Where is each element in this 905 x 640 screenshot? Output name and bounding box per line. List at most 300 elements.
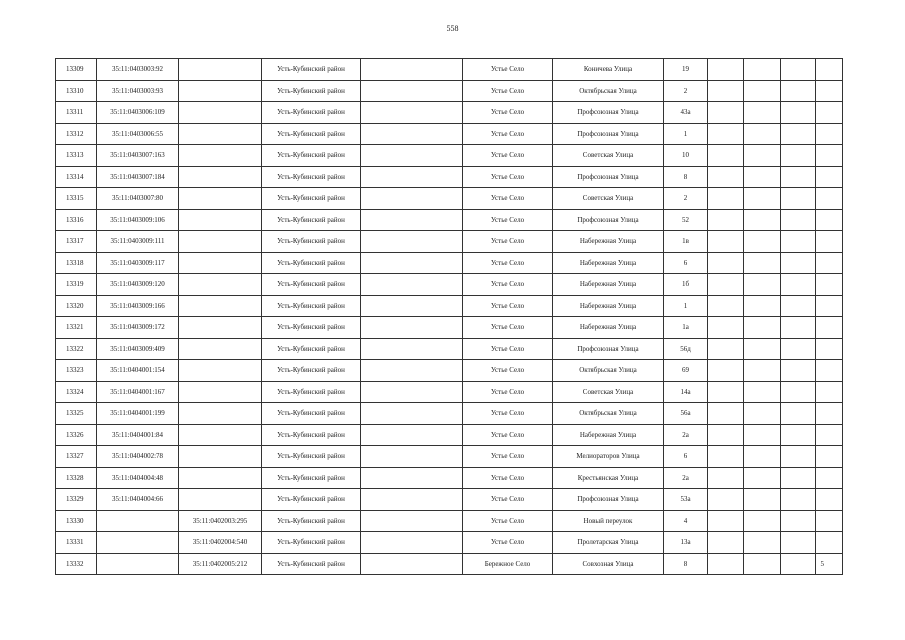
cadastral-number-2-cell (179, 295, 262, 317)
settlement-cell: Устье Село (463, 274, 553, 296)
extra-cell-3 (781, 360, 816, 382)
extra-cell-2 (744, 80, 781, 102)
extra-cell-4 (816, 510, 843, 532)
blank-cell (361, 338, 463, 360)
cadastral-number-cell: 35:11:0404001:167 (97, 381, 179, 403)
extra-cell-2 (744, 274, 781, 296)
extra-cell-2 (744, 59, 781, 81)
house-number-cell: 6 (664, 446, 708, 468)
extra-cell-3 (781, 338, 816, 360)
district-cell: Усть-Кубинский район (262, 532, 361, 554)
house-number-cell: 56а (664, 403, 708, 425)
extra-cell-3 (781, 59, 816, 81)
extra-cell-2 (744, 317, 781, 339)
table-row (56, 295, 843, 317)
cadastral-number-2-cell (179, 338, 262, 360)
cadastral-number-cell: 35:11:0403009:166 (97, 295, 179, 317)
blank-cell (361, 209, 463, 231)
house-number-cell: 2а (664, 424, 708, 446)
settlement-cell: Устье Село (463, 360, 553, 382)
cadastral-number-2-cell (179, 360, 262, 382)
house-number-cell: 8 (664, 553, 708, 575)
row-number-cell: 13329 (56, 489, 97, 511)
cadastral-number-cell: 35:11:0403009:120 (97, 274, 179, 296)
blank-cell (361, 231, 463, 253)
cadastral-number-2-cell (179, 274, 262, 296)
extra-cell-1 (708, 231, 744, 253)
extra-cell-1 (708, 403, 744, 425)
extra-cell-1 (708, 59, 744, 81)
settlement-cell: Устье Село (463, 446, 553, 468)
cadastral-number-2-cell: 35:11:0402005:212 (179, 553, 262, 575)
street-cell: Профсоюзная Улица (553, 123, 664, 145)
extra-cell-2 (744, 489, 781, 511)
extra-cell-3 (781, 209, 816, 231)
settlement-cell: Бережное Село (463, 553, 553, 575)
extra-cell-2 (744, 295, 781, 317)
cadastral-number-2-cell (179, 424, 262, 446)
house-number-cell: 1 (664, 295, 708, 317)
cadastral-number-cell: 35:11:0403007:163 (97, 145, 179, 167)
row-number-cell: 13321 (56, 317, 97, 339)
table-row (56, 467, 843, 489)
row-number-cell: 13322 (56, 338, 97, 360)
extra-cell-3 (781, 231, 816, 253)
district-cell: Усть-Кубинский район (262, 274, 361, 296)
settlement-cell: Устье Село (463, 489, 553, 511)
district-cell: Усть-Кубинский район (262, 102, 361, 124)
cadastral-number-cell: 35:11:0404002:78 (97, 446, 179, 468)
cadastral-number-2-cell (179, 231, 262, 253)
blank-cell (361, 317, 463, 339)
cadastral-number-2-cell (179, 209, 262, 231)
district-cell: Усть-Кубинский район (262, 381, 361, 403)
extra-cell-1 (708, 80, 744, 102)
row-number-cell: 13316 (56, 209, 97, 231)
extra-cell-2 (744, 166, 781, 188)
cadastral-number-cell: 35:11:0403007:184 (97, 166, 179, 188)
settlement-cell: Устье Село (463, 317, 553, 339)
district-cell: Усть-Кубинский район (262, 446, 361, 468)
extra-cell-3 (781, 424, 816, 446)
settlement-cell: Устье Село (463, 145, 553, 167)
extra-cell-3 (781, 145, 816, 167)
extra-cell-2 (744, 446, 781, 468)
extra-cell-1 (708, 188, 744, 210)
table-row (56, 80, 843, 102)
cadastral-number-cell: 35:11:0404001:84 (97, 424, 179, 446)
extra-cell-1 (708, 338, 744, 360)
district-cell: Усть-Кубинский район (262, 360, 361, 382)
extra-cell-2 (744, 209, 781, 231)
table-row (56, 145, 843, 167)
district-cell: Усть-Кубинский район (262, 123, 361, 145)
blank-cell (361, 467, 463, 489)
extra-cell-2 (744, 188, 781, 210)
extra-cell-4 (816, 80, 843, 102)
row-number-cell: 13313 (56, 145, 97, 167)
cadastral-number-cell: 35:11:0403009:409 (97, 338, 179, 360)
house-number-cell: 69 (664, 360, 708, 382)
house-number-cell: 53а (664, 489, 708, 511)
settlement-cell: Устье Село (463, 209, 553, 231)
cadastral-number-cell: 35:11:0403003:92 (97, 59, 179, 81)
house-number-cell: 10 (664, 145, 708, 167)
row-number-cell: 13317 (56, 231, 97, 253)
table-row (56, 166, 843, 188)
extra-cell-3 (781, 123, 816, 145)
settlement-cell: Устье Село (463, 80, 553, 102)
extra-cell-3 (781, 166, 816, 188)
extra-cell-2 (744, 553, 781, 575)
row-number-cell: 13324 (56, 381, 97, 403)
district-cell: Усть-Кубинский район (262, 489, 361, 511)
district-cell: Усть-Кубинский район (262, 403, 361, 425)
district-cell: Усть-Кубинский район (262, 188, 361, 210)
extra-cell-4 (816, 424, 843, 446)
table-row (56, 59, 843, 81)
street-cell: Совхозная Улица (553, 553, 664, 575)
settlement-cell: Устье Село (463, 532, 553, 554)
table-row (56, 489, 843, 511)
row-number-cell: 13315 (56, 188, 97, 210)
district-cell: Усть-Кубинский район (262, 424, 361, 446)
cadastral-number-cell: 35:11:0404001:154 (97, 360, 179, 382)
row-number-cell: 13314 (56, 166, 97, 188)
house-number-cell: 2 (664, 80, 708, 102)
extra-cell-4 (816, 59, 843, 81)
extra-cell-4 (816, 209, 843, 231)
extra-cell-3 (781, 489, 816, 511)
cadastral-number-cell: 35:11:0404001:199 (97, 403, 179, 425)
house-number-cell: 43а (664, 102, 708, 124)
extra-cell-3 (781, 532, 816, 554)
house-number-cell: 14а (664, 381, 708, 403)
extra-cell-1 (708, 295, 744, 317)
district-cell: Усть-Кубинский район (262, 145, 361, 167)
extra-cell-1 (708, 252, 744, 274)
district-cell: Усть-Кубинский район (262, 209, 361, 231)
extra-cell-4 (816, 467, 843, 489)
row-number-cell: 13331 (56, 532, 97, 554)
row-number-cell: 13323 (56, 360, 97, 382)
extra-cell-1 (708, 360, 744, 382)
blank-cell (361, 532, 463, 554)
cadastral-number-2-cell (179, 59, 262, 81)
street-cell: Набережная Улица (553, 295, 664, 317)
blank-cell (361, 59, 463, 81)
street-cell: Крестьянская Улица (553, 467, 664, 489)
table-row (56, 553, 843, 575)
extra-cell-4 (816, 489, 843, 511)
extra-cell-1 (708, 145, 744, 167)
blank-cell (361, 510, 463, 532)
cadastral-number-cell: 35:11:0403009:172 (97, 317, 179, 339)
extra-cell-4 (816, 102, 843, 124)
street-cell: Набережная Улица (553, 231, 664, 253)
extra-cell-2 (744, 102, 781, 124)
house-number-cell: 8 (664, 166, 708, 188)
district-cell: Усть-Кубинский район (262, 338, 361, 360)
extra-cell-3 (781, 446, 816, 468)
table-row (56, 360, 843, 382)
row-number-cell: 13320 (56, 295, 97, 317)
district-cell: Усть-Кубинский район (262, 553, 361, 575)
row-number-cell: 13326 (56, 424, 97, 446)
extra-cell-2 (744, 123, 781, 145)
house-number-cell: 56д (664, 338, 708, 360)
extra-cell-3 (781, 102, 816, 124)
cadastral-number-cell (97, 553, 179, 575)
extra-cell-4 (816, 381, 843, 403)
extra-cell-2 (744, 510, 781, 532)
extra-cell-3 (781, 317, 816, 339)
settlement-cell: Устье Село (463, 381, 553, 403)
extra-cell-1 (708, 553, 744, 575)
row-number-cell: 13327 (56, 446, 97, 468)
settlement-cell: Устье Село (463, 403, 553, 425)
row-number-cell: 13332 (56, 553, 97, 575)
cadastral-number-cell (97, 510, 179, 532)
settlement-cell: Устье Село (463, 102, 553, 124)
table-row (56, 188, 843, 210)
extra-cell-1 (708, 209, 744, 231)
district-cell: Усть-Кубинский район (262, 80, 361, 102)
cadastral-number-2-cell (179, 145, 262, 167)
cadastral-number-cell: 35:11:0403007:80 (97, 188, 179, 210)
extra-cell-4 (816, 532, 843, 554)
settlement-cell: Устье Село (463, 231, 553, 253)
table-row (56, 209, 843, 231)
extra-cell-1 (708, 123, 744, 145)
house-number-cell: 13а (664, 532, 708, 554)
district-cell: Усть-Кубинский район (262, 166, 361, 188)
table-row (56, 252, 843, 274)
row-number-cell: 13312 (56, 123, 97, 145)
table-row (56, 424, 843, 446)
extra-cell-4 (816, 231, 843, 253)
extra-cell-2 (744, 231, 781, 253)
blank-cell (361, 252, 463, 274)
table-row (56, 381, 843, 403)
extra-cell-2 (744, 467, 781, 489)
blank-cell (361, 403, 463, 425)
blank-cell (361, 360, 463, 382)
house-number-cell: 2 (664, 188, 708, 210)
extra-cell-4 (816, 360, 843, 382)
row-number-cell: 13319 (56, 274, 97, 296)
street-cell: Новый переулок (553, 510, 664, 532)
extra-cell-3 (781, 381, 816, 403)
house-number-cell: 52 (664, 209, 708, 231)
cadastral-number-2-cell (179, 123, 262, 145)
extra-cell-1 (708, 467, 744, 489)
extra-cell-1 (708, 102, 744, 124)
settlement-cell: Устье Село (463, 188, 553, 210)
cadastral-number-cell: 35:11:0403009:111 (97, 231, 179, 253)
extra-cell-4 (816, 274, 843, 296)
table-row (56, 403, 843, 425)
blank-cell (361, 381, 463, 403)
extra-cell-1 (708, 446, 744, 468)
extra-cell-1 (708, 166, 744, 188)
blank-cell (361, 446, 463, 468)
extra-cell-4 (816, 295, 843, 317)
extra-cell-4 (816, 446, 843, 468)
extra-cell-1 (708, 317, 744, 339)
district-cell: Усть-Кубинский район (262, 295, 361, 317)
settlement-cell: Устье Село (463, 338, 553, 360)
row-number-cell: 13325 (56, 403, 97, 425)
street-cell: Профсоюзная Улица (553, 209, 664, 231)
extra-cell-2 (744, 360, 781, 382)
street-cell: Профсоюзная Улица (553, 102, 664, 124)
table-body (56, 59, 843, 575)
cadastral-number-2-cell (179, 102, 262, 124)
extra-cell-2 (744, 532, 781, 554)
extra-cell-1 (708, 489, 744, 511)
table-row (56, 510, 843, 532)
cadastral-number-2-cell (179, 252, 262, 274)
street-cell: Пролетарская Улица (553, 532, 664, 554)
cadastral-number-cell: 35:11:0403003:93 (97, 80, 179, 102)
street-cell: Октябрьская Улица (553, 403, 664, 425)
street-cell: Советская Улица (553, 145, 664, 167)
settlement-cell: Устье Село (463, 166, 553, 188)
settlement-cell: Устье Село (463, 510, 553, 532)
extra-cell-4 (816, 338, 843, 360)
table-row (56, 317, 843, 339)
cadastral-number-2-cell (179, 403, 262, 425)
district-cell: Усть-Кубинский район (262, 467, 361, 489)
district-cell: Усть-Кубинский район (262, 252, 361, 274)
street-cell: Мелиораторов Улица (553, 446, 664, 468)
street-cell: Профсоюзная Улица (553, 338, 664, 360)
extra-cell-3 (781, 188, 816, 210)
table-row (56, 338, 843, 360)
blank-cell (361, 295, 463, 317)
extra-cell-1 (708, 381, 744, 403)
table-row (56, 532, 843, 554)
row-number-cell: 13311 (56, 102, 97, 124)
cadastral-number-2-cell (179, 317, 262, 339)
extra-cell-3 (781, 274, 816, 296)
extra-cell-3 (781, 295, 816, 317)
extra-cell-4 (816, 166, 843, 188)
blank-cell (361, 80, 463, 102)
row-number-cell: 13328 (56, 467, 97, 489)
cadastral-number-cell: 35:11:0403006:109 (97, 102, 179, 124)
extra-cell-2 (744, 338, 781, 360)
house-number-cell: 1 (664, 123, 708, 145)
blank-cell (361, 188, 463, 210)
cadastral-number-cell: 35:11:0403006:55 (97, 123, 179, 145)
extra-cell-4 (816, 403, 843, 425)
house-number-cell: 1б (664, 274, 708, 296)
extra-cell-1 (708, 510, 744, 532)
cadastral-number-cell: 35:11:0403009:117 (97, 252, 179, 274)
registry-table (55, 58, 843, 575)
district-cell: Усть-Кубинский район (262, 59, 361, 81)
cadastral-number-2-cell (179, 166, 262, 188)
blank-cell (361, 553, 463, 575)
extra-cell-1 (708, 274, 744, 296)
extra-cell-3 (781, 252, 816, 274)
extra-cell-4 (816, 317, 843, 339)
blank-cell (361, 102, 463, 124)
extra-cell-2 (744, 424, 781, 446)
house-number-cell: 6 (664, 252, 708, 274)
extra-cell-3 (781, 467, 816, 489)
row-number-cell: 13310 (56, 80, 97, 102)
row-number-cell: 13309 (56, 59, 97, 81)
extra-cell-4 (816, 123, 843, 145)
house-number-cell: 1в (664, 231, 708, 253)
cadastral-number-2-cell (179, 467, 262, 489)
street-cell: Советская Улица (553, 381, 664, 403)
cadastral-number-2-cell (179, 188, 262, 210)
district-cell: Усть-Кубинский район (262, 231, 361, 253)
extra-cell-3 (781, 403, 816, 425)
cadastral-number-2-cell (179, 489, 262, 511)
street-cell: Профсоюзная Улица (553, 166, 664, 188)
blank-cell (361, 274, 463, 296)
extra-cell-1 (708, 532, 744, 554)
district-cell: Усть-Кубинский район (262, 317, 361, 339)
cadastral-number-cell: 35:11:0404004:48 (97, 467, 179, 489)
street-cell: Октябрьская Улица (553, 360, 664, 382)
row-number-cell: 13330 (56, 510, 97, 532)
house-number-cell: 4 (664, 510, 708, 532)
extra-cell-2 (744, 145, 781, 167)
settlement-cell: Устье Село (463, 59, 553, 81)
blank-cell (361, 166, 463, 188)
table-row (56, 102, 843, 124)
extra-cell-3 (781, 510, 816, 532)
blank-cell (361, 123, 463, 145)
extra-cell-3 (781, 80, 816, 102)
table-row (56, 274, 843, 296)
cadastral-number-cell: 35:11:0404004:66 (97, 489, 179, 511)
cadastral-number-cell (97, 532, 179, 554)
blank-cell (361, 145, 463, 167)
extra-cell-4 (816, 145, 843, 167)
street-cell: Коничева Улица (553, 59, 664, 81)
extra-cell-1 (708, 424, 744, 446)
house-number-cell: 2а (664, 467, 708, 489)
row-number-cell: 13318 (56, 252, 97, 274)
settlement-cell: Устье Село (463, 295, 553, 317)
table-row (56, 446, 843, 468)
extra-cell-2 (744, 403, 781, 425)
cadastral-number-2-cell: 35:11:0402004:540 (179, 532, 262, 554)
street-cell: Набережная Улица (553, 252, 664, 274)
extra-cell-2 (744, 381, 781, 403)
street-cell: Набережная Улица (553, 424, 664, 446)
blank-cell (361, 489, 463, 511)
settlement-cell: Устье Село (463, 123, 553, 145)
street-cell: Советская Улица (553, 188, 664, 210)
extra-cell-4 (816, 252, 843, 274)
house-number-cell: 1а (664, 317, 708, 339)
table-row (56, 123, 843, 145)
street-cell: Профсоюзная Улица (553, 489, 664, 511)
cadastral-number-cell: 35:11:0403009:106 (97, 209, 179, 231)
extra-cell-4 (816, 188, 843, 210)
table-row (56, 231, 843, 253)
cadastral-number-2-cell (179, 381, 262, 403)
extra-cell-4: 5 (816, 553, 843, 575)
